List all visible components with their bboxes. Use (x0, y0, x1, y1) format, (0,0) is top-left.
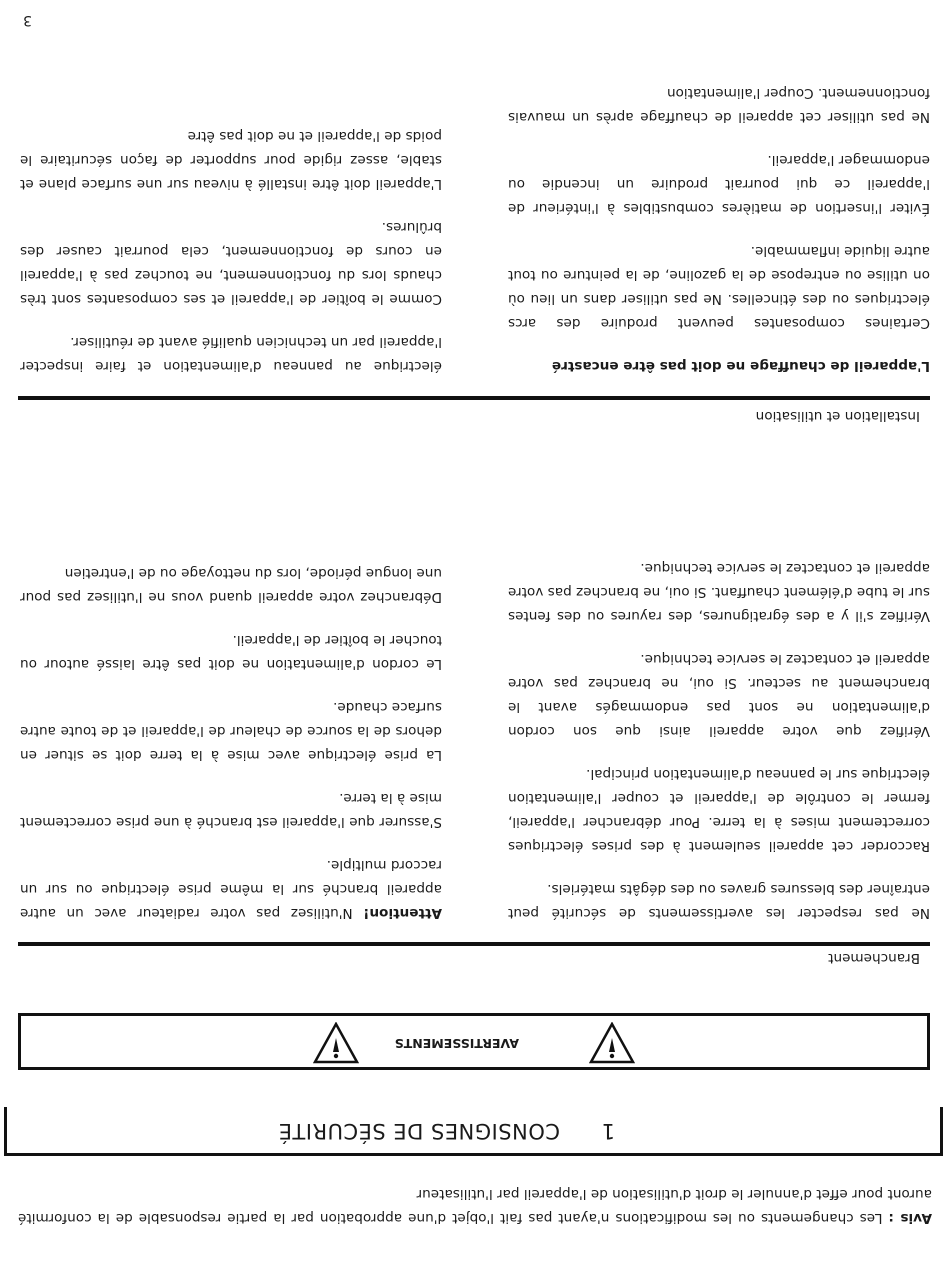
attention-label: Attention! (363, 905, 442, 921)
installation-left-column (508, 62, 930, 378)
attention-paragraph (20, 853, 442, 925)
attention-text: N'utilisez pas votre radiateur avec un autre appareil branché sur la même prise électrique ou sur un raccord multiple. (20, 857, 442, 921)
paragraph: La prise électrique avec mise à la terre doit se situer en dehors de la source de chaleur de l'appareil et de toute autre surface chaude. (20, 699, 442, 763)
section-label-installation: Installation et utilisation (755, 408, 920, 424)
warning-banner (18, 1013, 930, 1070)
installation-heading: L'appareil de chauffage ne doit pas être encastré (551, 358, 930, 374)
installation-right-column (20, 105, 442, 378)
avis-text: Les changements ou les modifications n'ayant pas fait l'objet d'une approbation par la partie responsable de la conformité auront pour effet d'annuler le droit d'utilisation de l'appareil par l'utilisateur (18, 1186, 932, 1226)
chapter-number: 1 (601, 1119, 615, 1143)
paragraph: Comme le boîtier de l'appareil et ses composantes sont très chauds lors du fonctionnement, ne touchez pas à l'appareil en cours de fonctionnement, cela pourrait causer des brûlures. (20, 219, 442, 307)
page-number: 3 (23, 12, 32, 28)
paragraph: Raccorder cet appareil seulement à des prises électriques correctement mises à la terre. Pour débrancher l'appareil, fermer le contrôle de l'appareil et couper l'alimentation électrique sur le panneau d'alimentation principal. (508, 766, 930, 854)
section-divider (18, 396, 930, 400)
warning-title: AVERTISSEMENTS (394, 1036, 519, 1051)
paragraph: Vérifiez que votre appareil ainsi que son cordon d'alimentation ne sont pas endommagés avant le branchement au secteur. Si oui, ne branchez pas votre appareil et contactez le service technique. (508, 651, 930, 739)
avis-label: Avis : (888, 1210, 932, 1226)
avis-notice (18, 1182, 932, 1230)
warning-triangle-icon (313, 1022, 359, 1064)
paragraph: Ne pas respecter les avertissements de sécurité peut entraîner des blessures graves ou des dégâts matériels. (508, 881, 930, 921)
paragraph: Éviter l'insertion de matières combustibles à l'intérieur de l'appareil ce qui pourrait produire un incendie ou endommager l'appareil. (508, 152, 930, 216)
section-label-branchement: Branchement (828, 950, 920, 966)
paragraph: S'assurer que l'appareil est branché à une prise correctement mise à la terre. (20, 790, 442, 830)
paragraph: Vérifiez s'il y a des égratignures, des rayures ou des fentes sur le tube d'élément chauffant. Si oui, ne branchez pas votre appareil et contactez le service technique. (508, 560, 930, 624)
chapter-title-text: CONSIGNES DE SÉCURITÉ (278, 1119, 560, 1143)
paragraph: Débranchez votre appareil quand vous ne l'utilisez pas pour une longue période, lors du nettoyage ou de l'entretien (20, 565, 442, 605)
chapter-title (278, 1119, 615, 1143)
branchement-right-column (20, 542, 442, 925)
section-divider (18, 942, 930, 946)
paragraph: Certaines composantes peuvent produire des arcs électriques ou des étincelles. Ne pas utiliser dans un lieu où on utilise ou entrepose de la gazoline, de la peinture ou tout autre liquide inflammable. (508, 243, 930, 331)
paragraph: Ne pas utiliser cet appareil de chauffage après un mauvais fonctionnement. Couper l'alimentation (508, 85, 930, 125)
warning-triangle-icon (589, 1022, 635, 1064)
chapter-header (4, 1107, 943, 1156)
paragraph: électrique au panneau d'alimentation et faire inspecter l'appareil par un technicien qualifié avant de réutiliser. (20, 334, 442, 374)
paragraph: Le cordon d'alimentation ne doit pas être laissé autour ou toucher le boîtier de l'appareil. (20, 632, 442, 672)
paragraph: L'appareil doit être installé à niveau sur une surface plane et stable, assez rigide pour supporter de façon sécuritaire le poids de l'appareil et ne doit pas être (20, 128, 442, 192)
branchement-left-column (508, 537, 930, 925)
